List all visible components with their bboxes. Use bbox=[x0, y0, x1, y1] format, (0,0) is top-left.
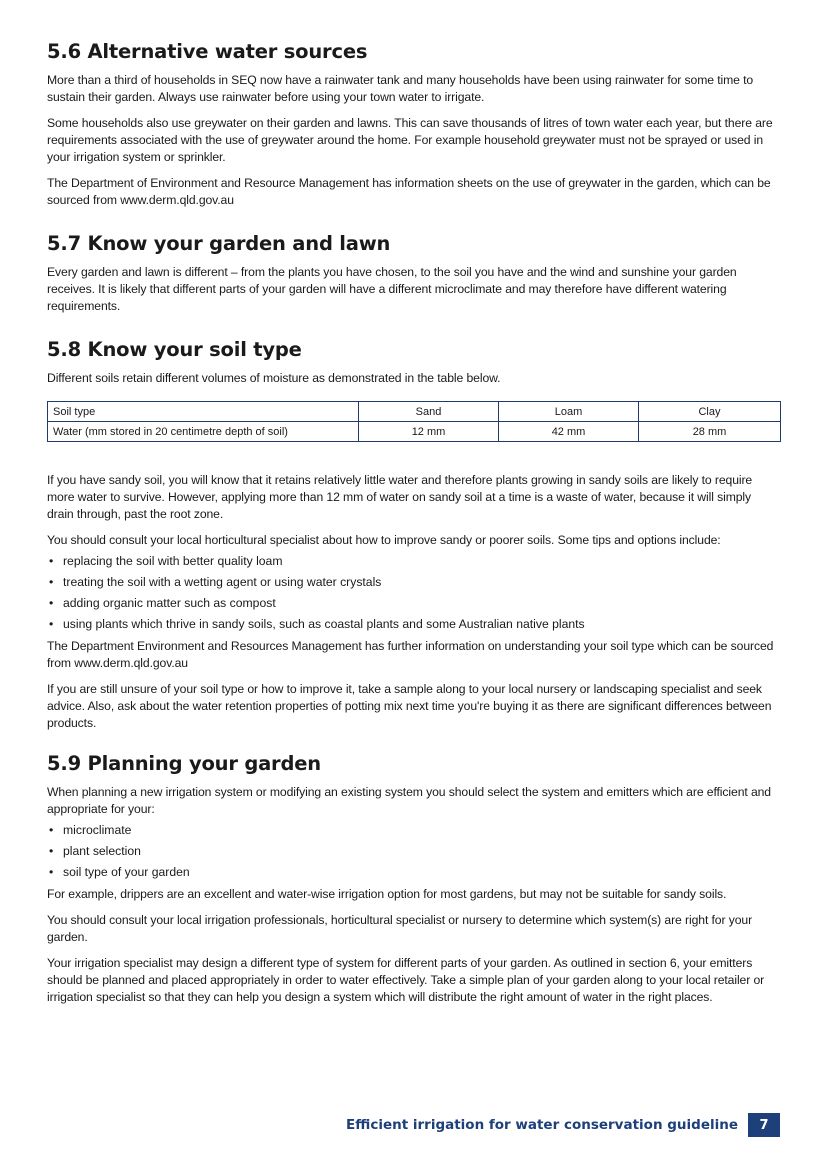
bullet-icon: • bbox=[49, 617, 54, 631]
paragraph: Your irrigation specialist may design a different type of system for different parts of your garden. As outlined in section 6, your emitters should be planned and placed appropriately in order to water effectively. Take a simple plan of your garden along to your local retailer or irrigation specialist so that they can help you design a system which will distribute the right amount of water in the right places. bbox=[47, 956, 765, 1004]
paragraph: Every garden and lawn is different – from the plants you have chosen, to the soil you have and the wind and sunshine your garden receives. It is likely that different parts of your garden will have a different microclimate and may therefore have different watering requirements. bbox=[47, 265, 737, 313]
section-alternative-water-sources bbox=[47, 40, 780, 209]
bullet-icon: • bbox=[49, 823, 54, 837]
page-footer bbox=[346, 1113, 780, 1137]
paragraph: Different soils retain different volumes of moisture as demonstrated in the table below. bbox=[47, 371, 501, 385]
table-cell: Sand bbox=[359, 402, 499, 422]
section-heading: 5.6 Alternative water sources bbox=[47, 40, 368, 63]
table-cell: Soil type bbox=[48, 402, 359, 422]
paragraph: You should consult your local irrigation professionals, horticultural specialist or nursery to determine which system(s) are right for your garden. bbox=[47, 913, 753, 944]
page-content bbox=[47, 40, 780, 1029]
bullet-icon: • bbox=[49, 596, 54, 610]
table-cell: 12 mm bbox=[359, 422, 499, 442]
list-item: • adding organic matter such as compost bbox=[49, 596, 276, 610]
paragraph: The Department of Environment and Resource Management has information sheets on the use of greywater in the garden, which can be sourced from www.derm.qld.gov.au bbox=[47, 176, 771, 207]
list-item: • soil type of your garden bbox=[49, 865, 190, 879]
section-know-your-soil bbox=[47, 338, 780, 732]
bullet-icon: • bbox=[49, 554, 54, 568]
tips-list bbox=[47, 554, 780, 632]
paragraph: More than a third of households in SEQ now have a rainwater tank and many households have been using rainwater for some time to sustain their garden. Always use rainwater before using your town water to irrigate. bbox=[47, 73, 754, 104]
section-heading: 5.7 Know your garden and lawn bbox=[47, 232, 391, 255]
table-cell: 28 mm bbox=[639, 422, 781, 442]
paragraph: For example, drippers are an excellent and water-wise irrigation option for most gardens, but may not be suitable for sandy soils. bbox=[47, 887, 727, 901]
considerations-list bbox=[47, 823, 780, 880]
table-cell: 42 mm bbox=[499, 422, 639, 442]
footer-title: Efficient irrigation for water conservation guideline bbox=[346, 1117, 738, 1133]
list-item: • using plants which thrive in sandy soils, such as coastal plants and some Australian native plants bbox=[49, 617, 585, 631]
table-cell: Water (mm stored in 20 centimetre depth of soil) bbox=[48, 422, 359, 442]
paragraph: If you have sandy soil, you will know that it retains relatively little water and therefore plants growing in sandy soils are likely to require more water to survive. However, applying more than 12 mm of water on sandy soil at a time is a waste of water, because it will simply drain through, past the root zone. bbox=[47, 473, 753, 521]
table-cell: Loam bbox=[499, 402, 639, 422]
bullet-icon: • bbox=[49, 865, 54, 879]
list-item: • treating the soil with a wetting agent or using water crystals bbox=[49, 575, 382, 589]
paragraph: Some households also use greywater on their garden and lawns. This can save thousands of litres of town water each year, but there are requirements associated with the use of greywater around the home. For example household greywater must not be sprayed or used in your irrigation system or sprinkler. bbox=[47, 116, 773, 164]
table-cell: Clay bbox=[639, 402, 781, 422]
paragraph: If you are still unsure of your soil type or how to improve it, take a sample along to your local nursery or landscaping specialist and seek advice. Also, ask about the water retention properties of potting mix next time you're buying it as there are significant differences between products. bbox=[47, 682, 772, 730]
section-planning-your-garden bbox=[47, 752, 780, 1006]
bullet-icon: • bbox=[49, 844, 54, 858]
list-item: • replacing the soil with better quality loam bbox=[49, 554, 283, 568]
list-item: • microclimate bbox=[49, 823, 132, 837]
table-header-row bbox=[48, 402, 781, 422]
paragraph: The Department Environment and Resources Management has further information on understanding your soil type which can be sourced from www.derm.qld.gov.au bbox=[47, 639, 774, 670]
section-know-your-garden bbox=[47, 232, 780, 315]
list-item: • plant selection bbox=[49, 844, 141, 858]
bullet-icon: • bbox=[49, 575, 54, 589]
paragraph: You should consult your local horticultural specialist about how to improve sandy or poorer soils. Some tips and options include: bbox=[47, 533, 721, 547]
section-heading: 5.8 Know your soil type bbox=[47, 338, 302, 361]
soil-table bbox=[47, 401, 781, 442]
table-row bbox=[48, 422, 781, 442]
section-heading: 5.9 Planning your garden bbox=[47, 752, 321, 775]
page-number: 7 bbox=[748, 1113, 780, 1137]
paragraph: When planning a new irrigation system or modifying an existing system you should select the system and emitters which are efficient and appropriate for your: bbox=[47, 785, 771, 816]
